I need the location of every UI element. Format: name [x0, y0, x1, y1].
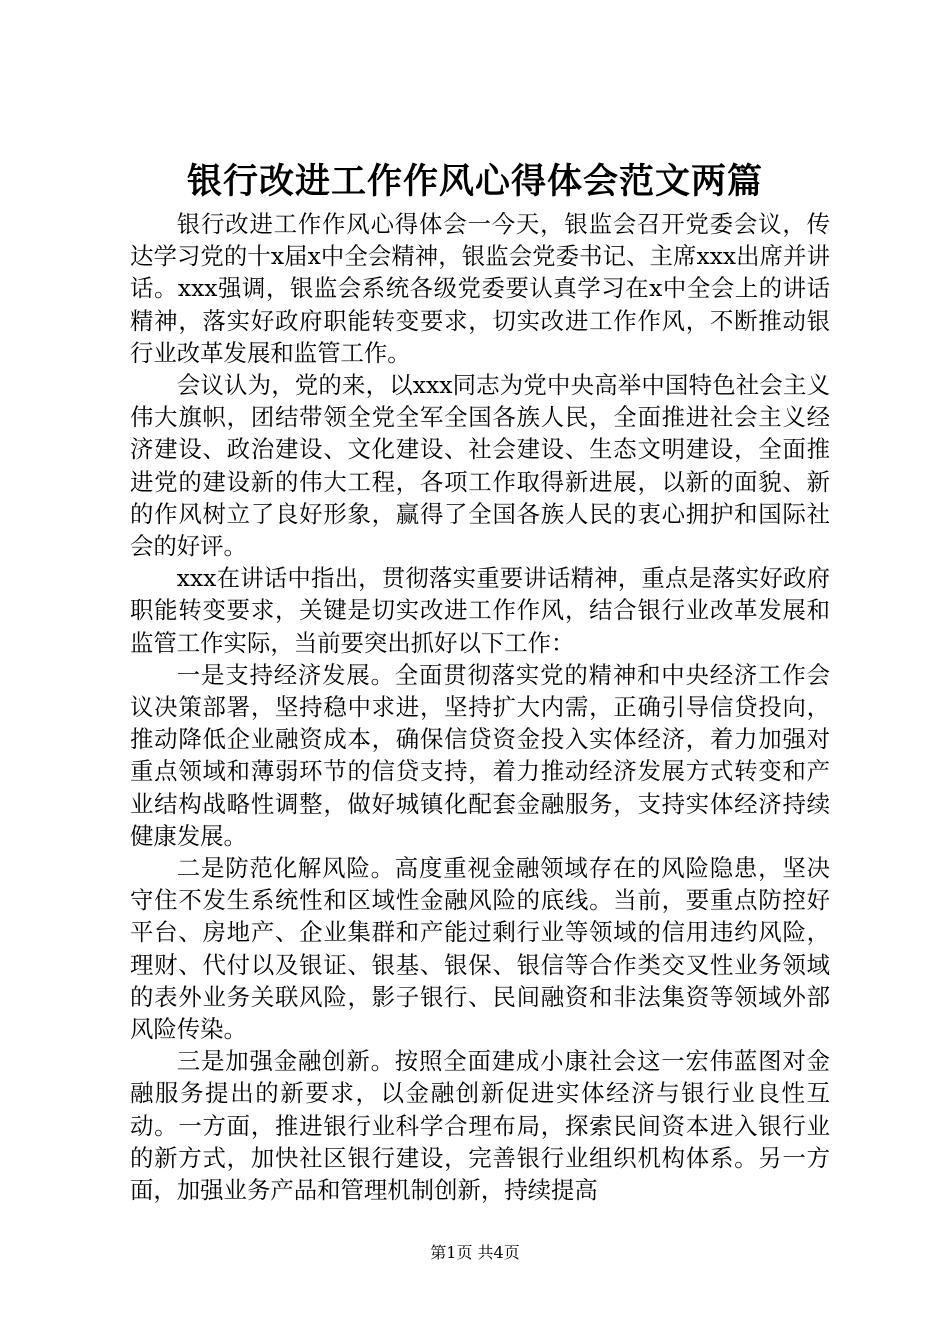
- paragraph: 二是防范化解风险。高度重视金融领域存在的风险隐患，坚决守住不发生系统性和区域性金融风险的底线。当前，要重点防控好平台、房地产、企业集群和产能过剩行业等领域的信用违约风险，理财、代付以及银证、银基、银保、银信等合作类交叉性业务领域的表外业务关联风险，影子银行、民间融资和非法集资等领域外部风险传染。: [130, 854, 830, 1044]
- page-number-footer: 第1页 共4页: [430, 1243, 520, 1262]
- paragraph: 三是加强金融创新。按照全面建成小康社会这一宏伟蓝图对金融服务提出的新要求，以金融创新促进实体经济与银行业良性互动。一方面，推进银行业科学合理布局，探索民间资本进入银行业的新方式，加快社区银行建设，完善银行业组织机构体系。另一方面，加强业务产品和管理机制创新，持续提高: [130, 1047, 830, 1205]
- paragraph: 银行改进工作作风心得体会一今天，银监会召开党委会议，传达学习党的十x届x中全会精神，银监会党委书记、主席xxx出席并讲话。xxx强调，银监会系统各级党委要认真学习在x中全会上的讲话精神，落实好政府职能转变要求，切实改进工作作风，不断推动银行业改革发展和监管工作。: [130, 210, 830, 367]
- paragraph: 一是支持经济发展。全面贯彻落实党的精神和中央经济工作会议决策部署，坚持稳中求进，坚持扩大内需，正确引导信贷投向，推动降低企业融资成本，确保信贷资金投入实体经济，着力加强对重点领域和薄弱环节的信贷支持，着力推动经济发展方式转变和产业结构战略性调整，做好城镇化配套金融服务，支持实体经济持续健康发展。: [130, 660, 830, 850]
- paragraph: 会议认为，党的来，以xxx同志为党中央高举中国特色社会主义伟大旗帜，团结带领全党全军全国各族人民，全面推进社会主义经济建设、政治建设、文化建设、社会建设、生态文明建设，全面推进党的建设新的伟大工程，各项工作取得新进展，以新的面貌、新的作风树立了良好形象，赢得了全国各族人民的衷心拥护和国际社会的好评。: [130, 371, 830, 561]
- document-body: [130, 208, 830, 1206]
- document-title: 银行改进工作作风心得体会范文两篇: [186, 161, 763, 202]
- paragraph: xxx在讲话中指出，贯彻落实重要讲话精神，重点是落实好政府职能转变要求，关键是切实改进工作作风，结合银行业改革发展和监管工作实际，当前要突出抓好以下工作：: [130, 564, 830, 657]
